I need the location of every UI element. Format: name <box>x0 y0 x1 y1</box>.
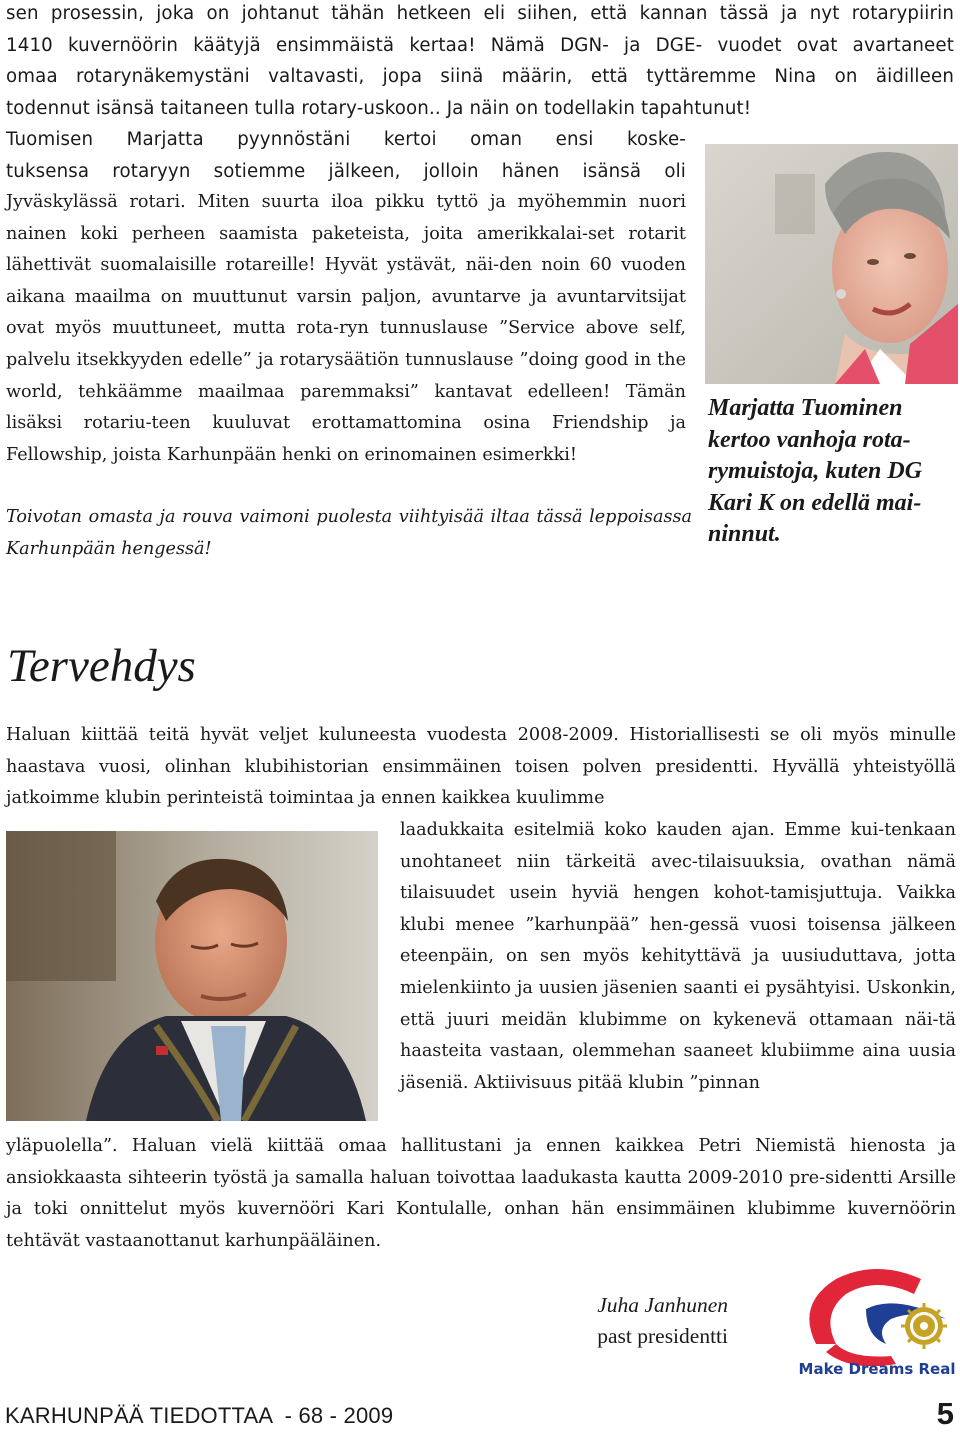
rotary-logo-icon <box>796 1264 958 1380</box>
marjatta-paragraph <box>6 124 686 187</box>
make-dreams-real-logo <box>796 1264 958 1380</box>
signature-title: past presidentti <box>597 1324 728 1348</box>
section-heading: Tervehdys <box>7 640 196 692</box>
greeting-top: Haluan kiittää teitä hyvät veljet kuluneesta vuodesta 2008-2009. Historiallisesti se oli myös minulle haastava vuosi, olinhan klubihistorian ensimmäinen toisen polven presidentti. Hyvällä yhteistyöllä jatkoimme klubin perinteistä toimintaa ja ennen kaikkea kuulimme <box>6 725 956 809</box>
marjatta-photo <box>705 144 958 384</box>
marjatta-line-end: Jyväskylässä rotari. <box>6 192 186 212</box>
page-number: 5 <box>936 1396 954 1431</box>
photo-caption: Marjatta Tuominen kertoo vanhoja rota-rymuistoja, kuten DG Kari K on edellä mai-ninnut. <box>708 395 923 547</box>
body-text: Miten suurta iloa pikku tyttö ja myöhemmin nuori nainen koki perheen saamista paketeista, joita amerikkalai-set rotarit lähettivät suomalaisille rotareille! Hyvät ystävät, näi-den noin 60 vuoden aikana maailma on muuttunut varsin paljon, avuntarve ja avuntarvitsijat ovat myös muuttuneet, mutta rota-ryn tunnuslause ”Service above self, palvelu itsekkyyden edelle” ja rotarysäätiön tunnuslause ”doing good in the world, tehkäämme maailmaa paremmaksi” kantavat edelleen! Tämän lisäksi rotariu-teen kuuluvat erottamattomina osina Friendship ja Fellowship, joista Karhunpään henki on erinomainen esimerkki! <box>6 192 687 465</box>
logo-text: Make Dreams Real <box>798 1360 956 1378</box>
marjatta-line: tuksensa rotaryyn sotiemme jälkeen, jolloin hänen isänsä oli <box>6 160 686 182</box>
intro-line: 1410 kuvernöörin käätyjä ensimmäistä kertaa! Nämä DGN- ja DGE- vuodet ovat avartaneet <box>6 34 954 56</box>
intro-line: sen prosessin, joka on johtanut tähän hetkeen eli siihen, että kannan tässä ja nyt rotarypiirin <box>6 3 954 24</box>
intro-line: todennut isänsä taitaneen tulla rotary-uskoon.. Ja näin on todellakin tapahtunut! <box>6 97 752 119</box>
intro-line: omaa rotarynäkemystäni valtavasti, jopa siinä määrin, että tyttäremme Nina on äidilleen <box>6 66 954 88</box>
juha-photo-drawing <box>6 831 378 1121</box>
greeting-middle: laadukkaita esitelmiä koko kauden ajan. Emme kui-tenkaan unohtaneet niin tärkeitä avec-tilaisuuksia, ovathan nämä tilaisuudet usein hyviä hengen kohot-tamisjuttuja. Vaikka klubi menee ”karhunpää” hen-gessä vuosi toisensa jälkeen eteenpäin, on sen myös kehityttävä ja uusiuduttava, jotta mielenkiinto ja uusien jäsenien saanti ei pysähtyisi. Uskonkin, että juuri meidän klubimme on kykenevä ottamaan näi-tä haasteita vastaan, olemmehan saaneet klubiimme aina uusia jäseniä. Aktiivisuus pitää klubin ”pinnan <box>400 820 956 1093</box>
marjatta-line: Tuomisen Marjatta pyynnöstäni kertoi oman ensi koske- <box>6 129 686 150</box>
signature <box>548 1290 728 1352</box>
greeting-bottom: yläpuolella”. Haluan vielä kiittää omaa hallitustani ja ennen kaikkea Petri Niemistä hienosta ja ansiokkaasta sihteerin työstä ja samalla haluan toivottaa laadukasta kautta 2009-2010 pre-sidentti Arsille ja toki onnittelut myös kuvernööri Kari Kontulalle, onhan hän ensimmäinen klubimme kuvernöörin tehtävät vastaanottanut karhunpääläinen. <box>6 1136 956 1251</box>
footer-title: KARHUNPÄÄ TIEDOTTAA - 68 - 2009 <box>5 1403 394 1428</box>
juha-photo <box>6 831 378 1121</box>
body-paragraph <box>6 187 686 471</box>
signature-name: Juha Janhunen <box>597 1293 728 1317</box>
closing-wishes: Toivotan omasta ja rouva vaimoni puolesta viihtyisää iltaa tässä leppoisassa Karhunpään hengessä! <box>6 507 692 559</box>
marjatta-photo-drawing <box>705 144 958 384</box>
intro-paragraph <box>6 0 954 124</box>
